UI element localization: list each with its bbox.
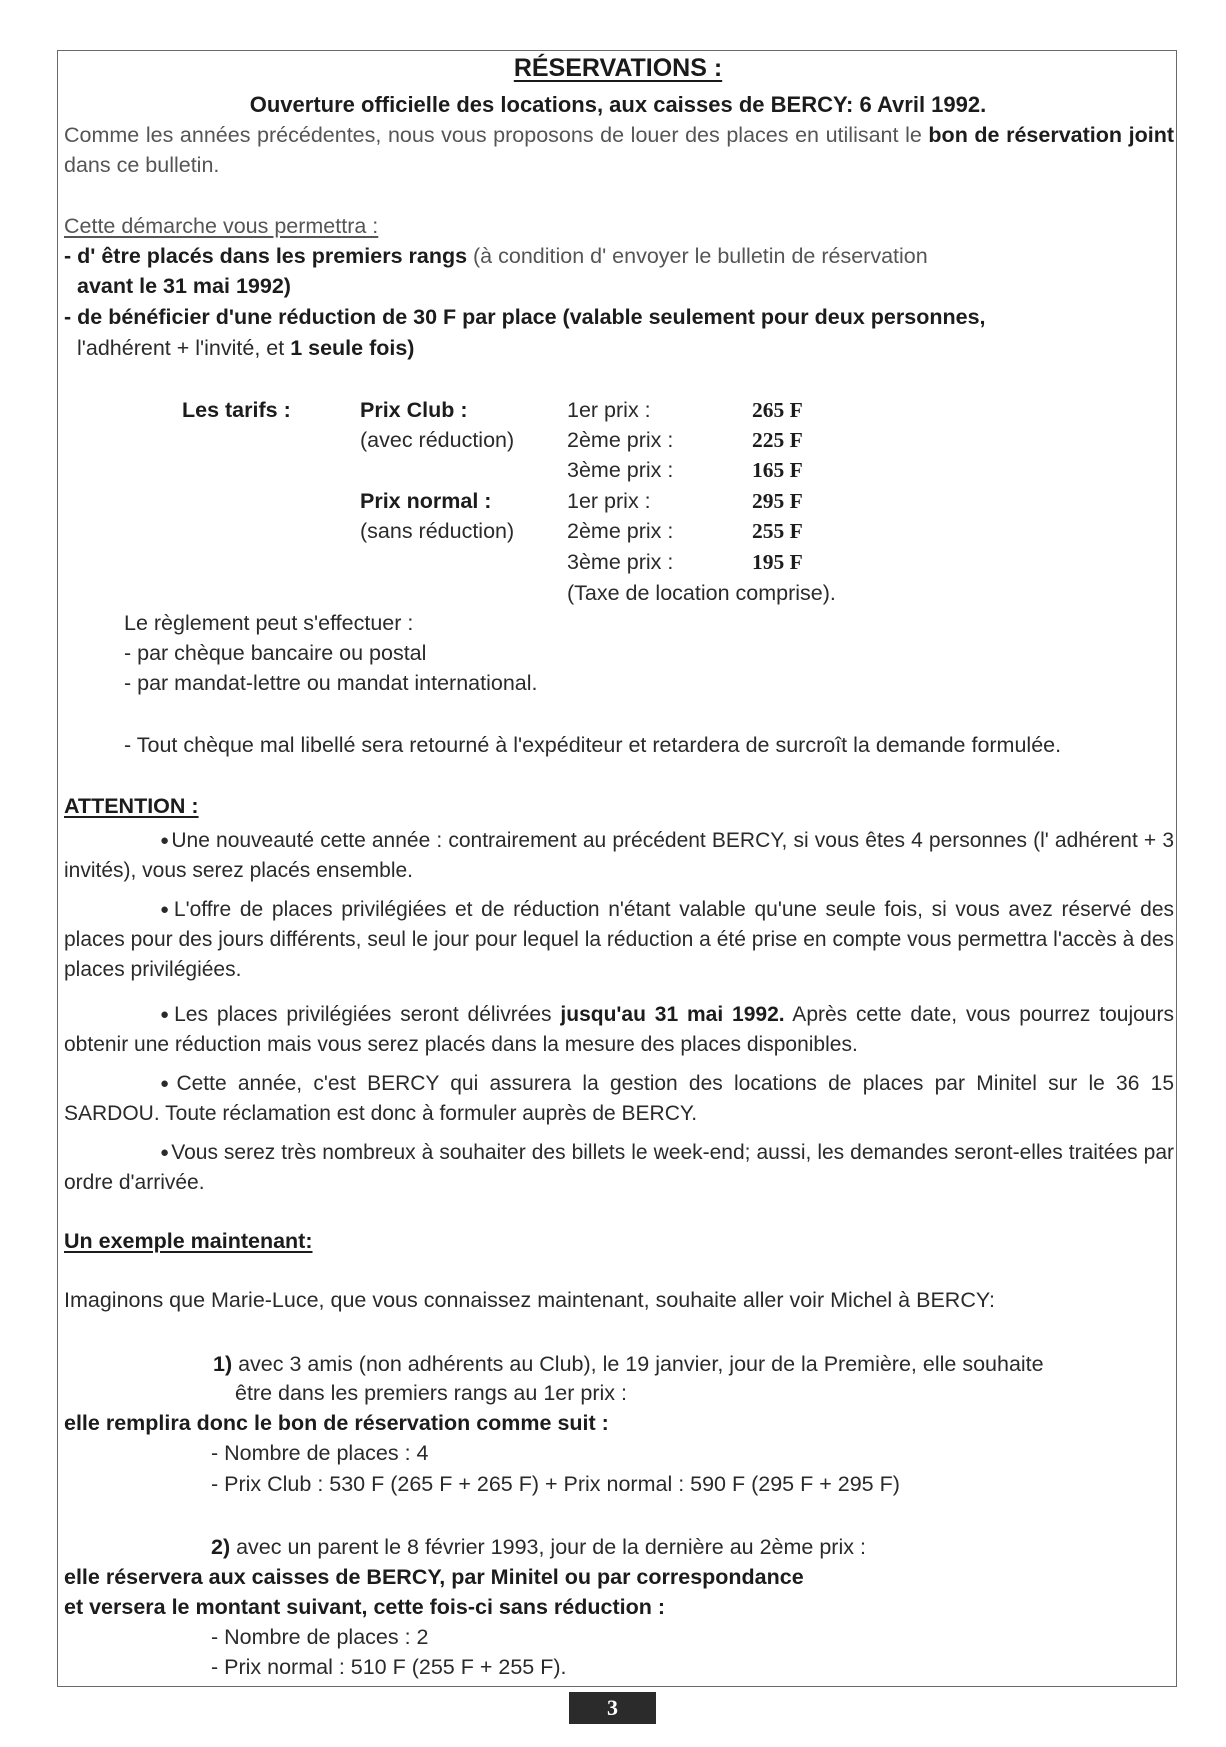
- club-price-2: 225 F: [752, 428, 803, 452]
- normal-price-2: 255 F: [752, 519, 803, 543]
- club-price-3: 165 F: [752, 458, 803, 482]
- example-case-2-places: - Nombre de places : 2: [211, 1625, 429, 1649]
- club-price-1: 265 F: [752, 398, 803, 422]
- advantages-heading: Cette démarche vous permettra :: [64, 214, 379, 238]
- attention-item-grouped-seating: ●Une nouveauté cette année : contrairement au précédent BERCY, si vous êtes 4 personnes (l' adhérent + 3 invités), vous serez placés ensemble.: [64, 829, 1174, 882]
- normal-price-3: 195 F: [752, 550, 803, 574]
- bullet-icon: ●: [160, 1006, 173, 1023]
- payment-warning: - Tout chèque mal libellé sera retourné à l'expéditeur et retardera de surcroît la demande formulée.: [124, 733, 1062, 757]
- example-case-2-action-2: et versera le montant suivant, cette fois-ci sans réduction :: [64, 1595, 665, 1619]
- tarifs-label: Les tarifs :: [182, 398, 291, 422]
- attention-item-deadline: ●Les places privilégiées seront délivrées jusqu'au 31 mai 1992. Après cette date, vous pourrez toujours obtenir une réduction mais vous serez placés dans la mesure des places disponibles.: [64, 1003, 1174, 1056]
- normal-rank-2: 2ème prix :: [567, 519, 674, 543]
- attention-item-weekend: ●Vous serez très nombreux à souhaiter des billets le week-end; aussi, les demandes seront-elles traitées par ordre d'arrivée.: [64, 1141, 1175, 1194]
- advantage-item-deadline: avant le 31 mai 1992): [77, 274, 291, 298]
- opening-date-subtitle: Ouverture officielle des locations, aux caisses de BERCY: 6 Avril 1992.: [249, 92, 987, 117]
- example-case-1-action: elle remplira donc le bon de réservation comme suit :: [64, 1411, 609, 1435]
- example-case-2-prices: - Prix normal : 510 F (255 F + 255 F).: [211, 1655, 567, 1679]
- page-title: RÉSERVATIONS :: [513, 54, 723, 82]
- normal-price-label: Prix normal :: [360, 489, 492, 513]
- advantage-item-front-rows: - d' être placés dans les premiers rangs (à condition d' envoyer le bulletin de réservation: [64, 244, 928, 268]
- club-price-note: (avec réduction): [360, 428, 515, 452]
- bullet-icon: ●: [160, 901, 172, 918]
- page-number: 3: [569, 1692, 656, 1724]
- club-rank-1: 1er prix :: [567, 398, 651, 422]
- club-rank-2: 2ème prix :: [567, 428, 674, 452]
- attention-item-minitel: ●Cette année, c'est BERCY qui assurera la gestion des locations de places par Minitel sur le 36 15 SARDOU. Toute réclamation est donc à formuler auprès de BERCY.: [64, 1072, 1174, 1125]
- normal-price-1: 295 F: [752, 489, 803, 513]
- club-price-label: Prix Club :: [360, 398, 468, 422]
- bullet-icon: ●: [160, 1075, 175, 1092]
- club-rank-3: 3ème prix :: [567, 458, 674, 482]
- example-case-1: 1) avec 3 amis (non adhérents au Club), le 19 janvier, jour de la Première, elle souhaite: [213, 1352, 1044, 1376]
- example-case-1-line2: être dans les premiers rangs au 1er prix :: [235, 1381, 627, 1405]
- payment-intro: Le règlement peut s'effectuer :: [124, 611, 414, 635]
- normal-rank-3: 3ème prix :: [567, 550, 674, 574]
- normal-rank-1: 1er prix :: [567, 489, 651, 513]
- bullet-icon: ●: [160, 832, 170, 849]
- example-case-2: 2) avec un parent le 8 février 1993, jour de la dernière au 2ème prix :: [211, 1535, 866, 1559]
- attention-item-single-offer: ●L'offre de places privilégiées et de réduction n'étant valable qu'une seule fois, si vous avez réservé des places pour des jours différents, seul le jour pour lequel la réduction a été prise en compte vous permettra l'accès à des places privilégiées.: [64, 898, 1174, 981]
- advantage-item-discount-detail: l'adhérent + l'invité, et 1 seule fois): [77, 336, 415, 360]
- example-case-2-action-1: elle réservera aux caisses de BERCY, par Minitel ou par correspondance: [64, 1565, 804, 1589]
- example-case-1-prices: - Prix Club : 530 F (265 F + 265 F) + Prix normal : 590 F (295 F + 295 F): [211, 1472, 900, 1496]
- payment-method-mandat: - par mandat-lettre ou mandat international.: [124, 671, 538, 695]
- advantage-item-discount: - de bénéficier d'une réduction de 30 F par place (valable seulement pour deux personnes,: [64, 305, 986, 329]
- payment-method-cheque: - par chèque bancaire ou postal: [124, 641, 427, 665]
- normal-price-note: (sans réduction): [360, 519, 515, 543]
- attention-heading: ATTENTION :: [64, 794, 199, 818]
- example-heading: Un exemple maintenant:: [64, 1229, 313, 1253]
- bullet-icon: ●: [160, 1144, 170, 1161]
- intro-paragraph: Comme les années précédentes, nous vous proposons de louer des places en utilisant le bon de réservation joint dans ce bulletin.: [64, 123, 1174, 177]
- tax-note: (Taxe de location comprise).: [567, 581, 836, 605]
- example-case-1-places: - Nombre de places : 4: [211, 1441, 429, 1465]
- example-intro: Imaginons que Marie-Luce, que vous connaissez maintenant, souhaite aller voir Michel à BERCY:: [64, 1288, 995, 1312]
